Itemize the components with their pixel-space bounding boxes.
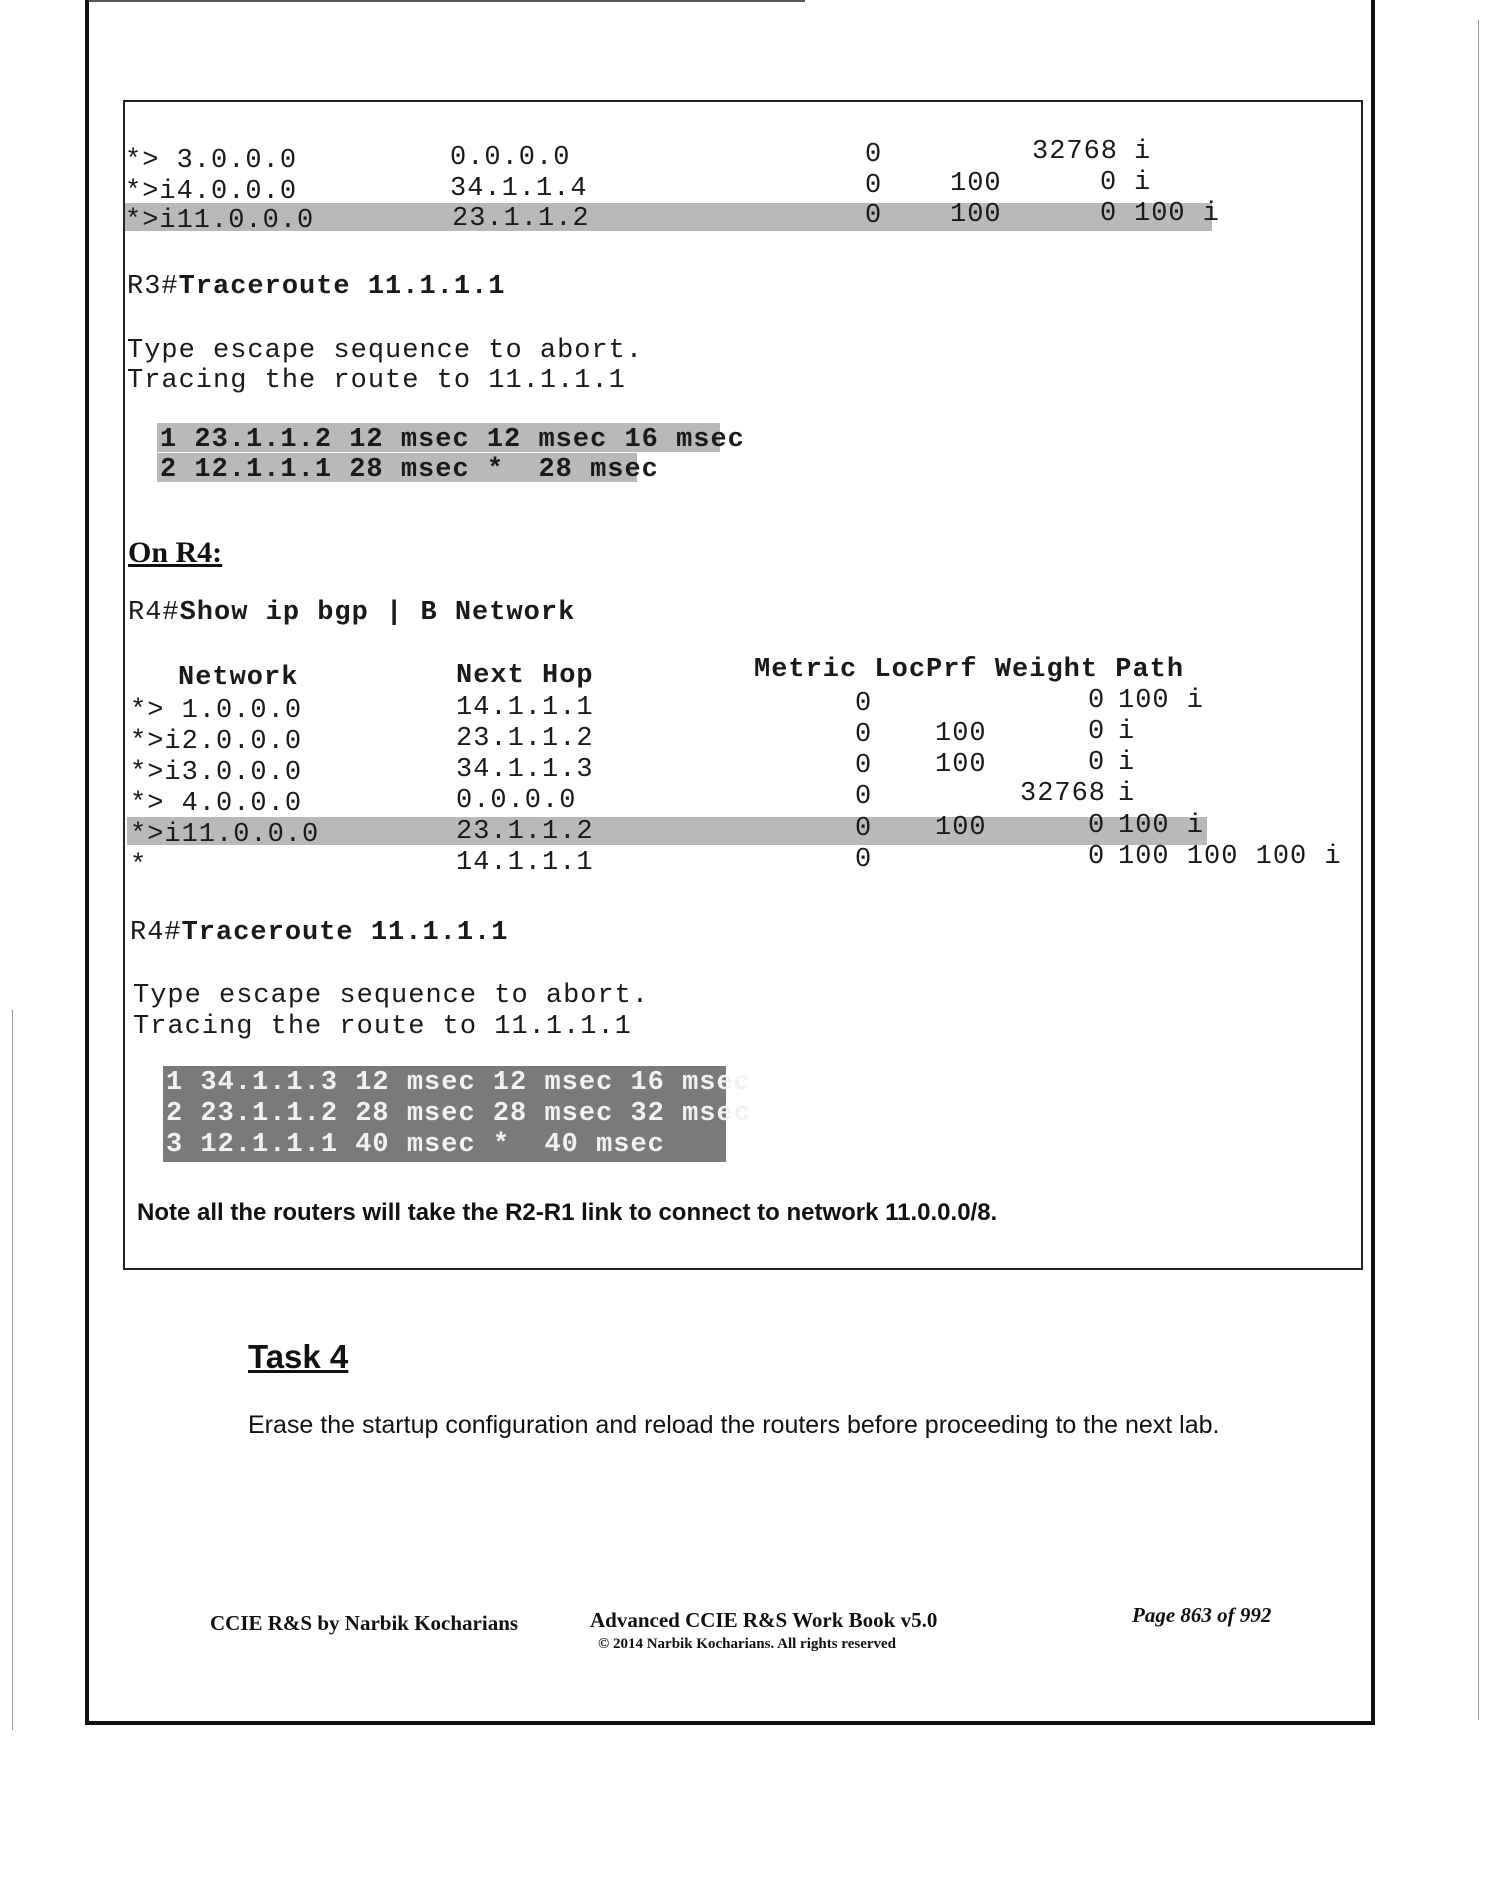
footer-copyright: © 2014 Narbik Kocharians. All rights reserved [598,1636,897,1652]
prompt: R4# [130,918,182,948]
r4-row-weight: 0 [1088,811,1106,841]
prompt: R3# [127,272,179,302]
scan-edge-right [1478,20,1479,1720]
r3-trace-hop: 2 12.1.1.1 28 msec * 28 msec [160,455,659,485]
r4-trace-intro-line: Tracing the route to 11.1.1.1 [133,1012,632,1042]
r4-row-network-best: *>i11.0.0.0 [130,820,320,850]
r4-row-nexthop: 14.1.1.1 [456,693,594,723]
r3-row-path: i [1134,168,1152,198]
r4-row-weight: 32768 [1020,779,1107,809]
r4-row-path: 100 100 100 i [1118,842,1342,872]
r4-row-weight: 0 [1088,686,1106,716]
r3-row-path: i [1134,137,1152,167]
r3-row-locprf: 100 [950,169,1002,199]
r3-row-nexthop: 34.1.1.4 [450,174,588,204]
command: Traceroute 11.1.1.1 [181,918,509,948]
command: Traceroute 11.1.1.1 [178,272,506,302]
r4-col-metric-header: Metric LocPrf Weight Path [754,655,1185,685]
r4-row-nexthop: 0.0.0.0 [456,786,577,816]
r4-row-weight: 0 [1088,842,1106,872]
r4-row-network: *> 4.0.0.0 [130,789,303,819]
r4-row-metric: 0 [855,814,873,844]
r4-trace-hop: 3 12.1.1.1 40 msec * 40 msec [166,1130,665,1160]
r3-trace-hop: 1 23.1.1.2 12 msec 12 msec 16 msec [160,425,745,455]
r3-row-nexthop: 23.1.1.2 [452,204,590,234]
r4-row-locprf: 100 [935,719,987,749]
r4-trace-hop: 1 34.1.1.3 12 msec 12 msec 16 msec [166,1068,751,1098]
r4-trace-hop: 2 23.1.1.2 28 msec 28 msec 32 msec [166,1099,751,1129]
r4-row-path: 100 i [1118,811,1205,841]
r3-trace-intro-line: Tracing the route to 11.1.1.1 [127,366,626,396]
r4-row-path: i [1118,779,1136,809]
r3-row-weight: 0 [1100,199,1118,229]
r4-row-nexthop: 23.1.1.2 [456,817,594,847]
task-title: Task 4 [248,1338,349,1375]
r3-row-locprf: 100 [950,200,1002,230]
r3-row-metric: 0 [865,201,883,231]
r4-traceroute-command [130,918,508,948]
footer-page-number: Page 863 of 992 [1132,1603,1272,1627]
r3-traceroute-command [127,272,505,302]
r4-row-nexthop: 14.1.1.1 [456,848,594,878]
r3-row-network: *>i4.0.0.0 [125,177,298,207]
r3-row-network-best: *>i11.0.0.0 [125,206,315,236]
r3-row-weight: 0 [1100,168,1118,198]
r4-row-metric: 0 [855,751,873,781]
scan-edge-left [12,1010,13,1730]
section-heading-r4: On R4: [128,536,223,569]
r4-col-network-header: Network [178,663,299,693]
r3-trace-intro-line: Type escape sequence to abort. [127,336,644,366]
r3-row-network: *> 3.0.0.0 [125,146,298,176]
task-body: Erase the startup configuration and reload the routers before proceeding to the next lab. [248,1411,1220,1439]
footer-author: CCIE R&S by Narbik Kocharians [210,1611,519,1635]
r4-row-network: *>i2.0.0.0 [130,727,303,757]
r4-row-network: * [130,851,148,881]
r4-row-metric: 0 [855,720,873,750]
r4-row-weight: 0 [1088,748,1106,778]
r3-row-path: 100 i [1134,199,1221,229]
r4-row-path: 100 i [1118,686,1205,716]
r4-row-network: *>i3.0.0.0 [130,758,303,788]
r4-row-metric: 0 [855,845,873,875]
r4-row-weight: 0 [1088,717,1106,747]
r4-row-locprf: 100 [935,813,987,843]
r4-row-network: *> 1.0.0.0 [130,696,303,726]
footer-book-title: Advanced CCIE R&S Work Book v5.0 [590,1608,938,1632]
r4-row-path: i [1118,748,1136,778]
note-text: Note all the routers will take the R2-R1 link to connect to network 11.0.0.0/8. [137,1199,998,1226]
prompt: R4# [128,598,180,628]
r4-trace-intro-line: Type escape sequence to abort. [133,981,650,1011]
r4-row-metric: 0 [855,782,873,812]
command: Show ip bgp | B Network [179,598,576,628]
r3-row-metric: 0 [865,171,883,201]
r4-show-command [128,598,575,628]
r4-row-metric: 0 [855,689,873,719]
r3-row-metric: 0 [865,140,883,170]
r3-row-weight: 32768 [1032,137,1119,167]
r4-col-nexthop-header: Next Hop [456,661,594,691]
r4-row-nexthop: 23.1.1.2 [456,724,594,754]
r4-row-path: i [1118,717,1136,747]
r4-row-nexthop: 34.1.1.3 [456,755,594,785]
r4-row-locprf: 100 [935,750,987,780]
r3-row-nexthop: 0.0.0.0 [450,143,571,173]
